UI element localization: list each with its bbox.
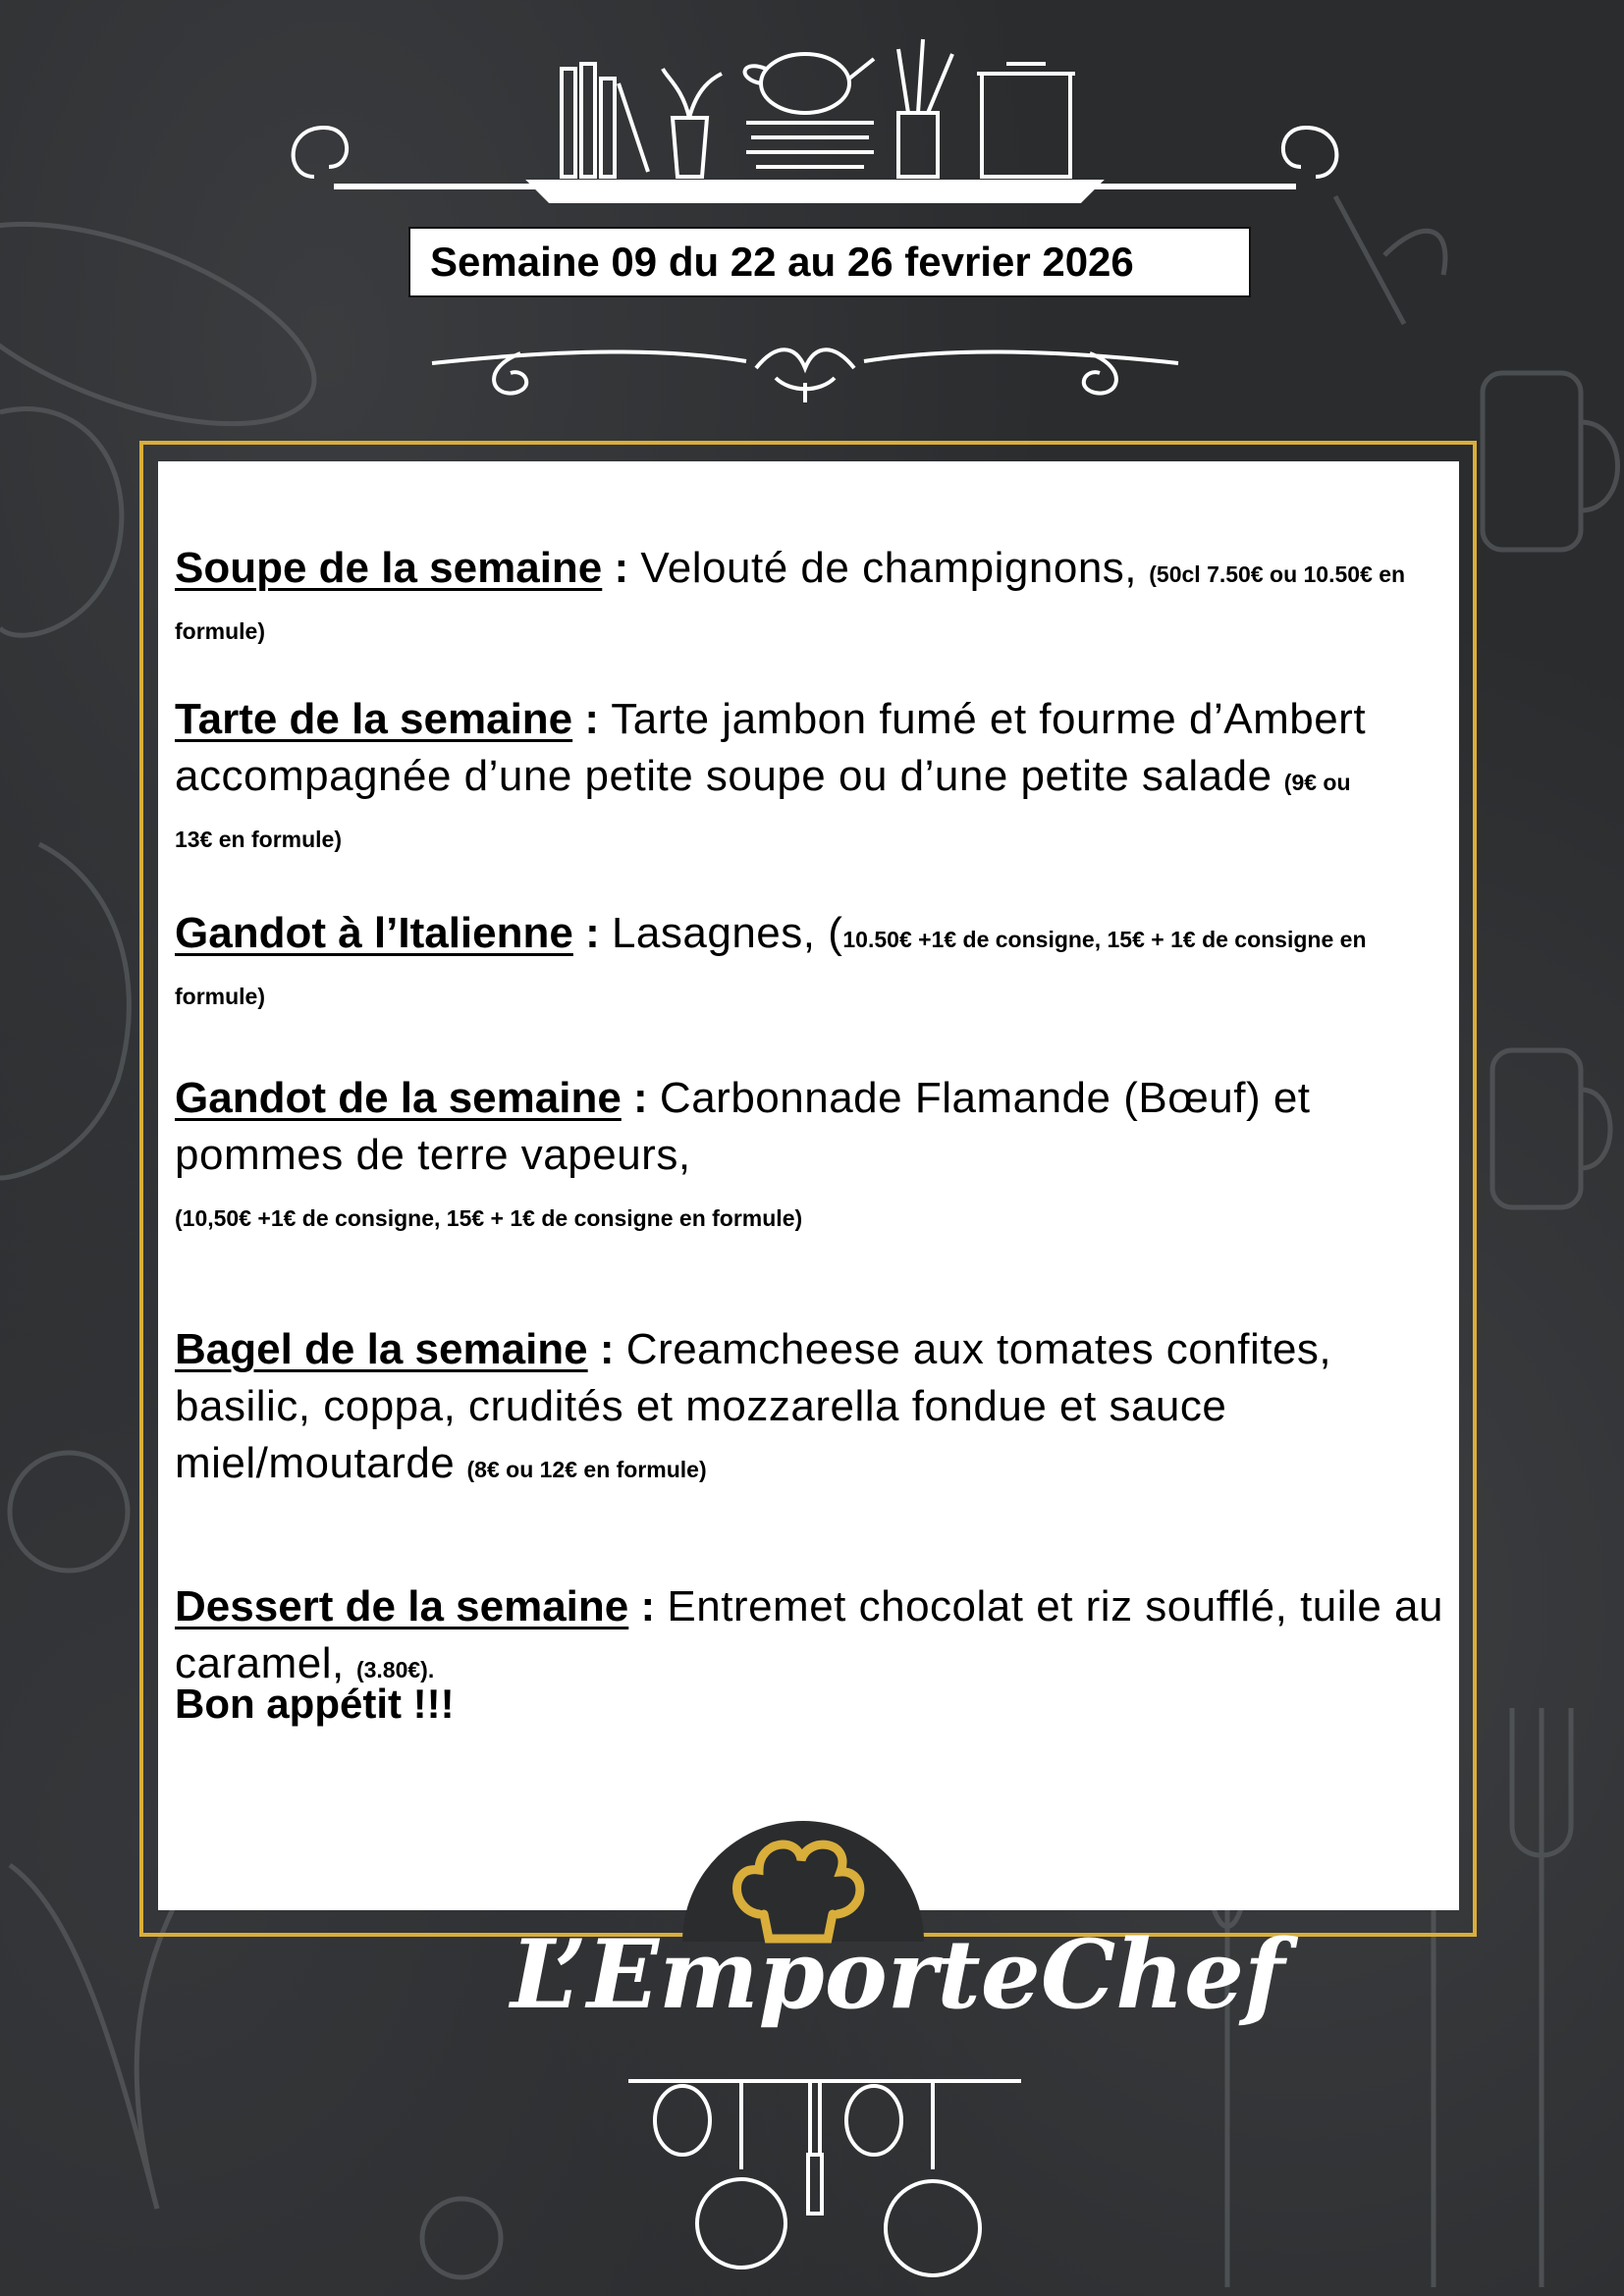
menu-item-description: Entremet chocolat et riz soufflé, tuile au caramel, — [175, 1582, 1443, 1687]
menu-item-description: Lasagnes, ( — [611, 909, 843, 957]
menu-item-label: Dessert de la semaine — [175, 1582, 629, 1630]
menu-item-gandot-italienne: Gandot à l’Italienne : Lasagnes, (10.50€ +1€ de consigne, 15€ + 1€ de consigne en formule) — [175, 909, 1367, 1009]
menu-item-description: Velouté de champignons, — [640, 544, 1138, 592]
menu-item-soupe: Soupe de la semaine : Velouté de champignons, (50cl 7.50€ ou 10.50€ en formule) — [175, 544, 1406, 644]
menu-item-price: 10.50€ +1€ de consigne, 15€ + 1€ de consigne en formule) — [175, 927, 1367, 1009]
menu-item-description: Carbonnade Flamande (Bœuf) et pommes de terre vapeurs, — [175, 1074, 1311, 1179]
cookware-rack-illustration — [619, 2061, 1031, 2287]
week-title: Semaine 09 du 22 au 26 fevrier 2026 — [430, 239, 1134, 285]
menu-item-tarte: Tarte de la semaine : Tarte jambon fumé et fourme d’Ambert accompagnée d’une petite soupe ou d’une petite salade (9€ ou 13€ en formule) — [175, 695, 1367, 852]
menu-item-label: Gandot à l’Italienne — [175, 909, 573, 957]
closing-text: Bon appétit !!! — [175, 1681, 455, 1727]
menu-item-label: Gandot de la semaine — [175, 1074, 622, 1122]
menu-item-description: Creamcheese aux tomates confites, basilic, coppa, crudités et mozzarella fondue et sauce miel/moutarde — [175, 1325, 1332, 1487]
menu-item-description: Tarte jambon fumé et fourme d’Ambert accompagnée d’une petite soupe ou d’une petite salade — [175, 695, 1367, 800]
menu-item-label: Tarte de la semaine — [175, 695, 573, 743]
menu-item-bagel: Bagel de la semaine : Creamcheese aux tomates confites, basilic, coppa, crudités et mozzarella fondue et sauce miel/moutarde (8€ ou 12€ en formule) — [175, 1325, 1332, 1487]
menu-list — [175, 540, 1451, 1692]
logo-text: L’EmporteChef — [511, 1919, 1285, 2030]
menu-item-label: Bagel de la semaine — [175, 1325, 588, 1373]
menu-item-price: (50cl 7.50€ ou 10.50€ en formule) — [175, 561, 1406, 644]
menu-item-label: Soupe de la semaine — [175, 544, 603, 592]
menu-item-gandot-semaine: Gandot de la semaine : Carbonnade Flamande (Bœuf) et pommes de terre vapeurs, (10,50€ +1€ de consigne, 15€ + 1€ de consigne en formule) — [175, 1074, 1311, 1231]
menu-item-price: (8€ ou 12€ en formule) — [466, 1457, 707, 1482]
menu-item-price: (9€ ou 13€ en formule) — [175, 770, 1351, 852]
menu-item-dessert: Dessert de la semaine : Entremet chocolat et riz soufflé, tuile au caramel, (3.80€). — [175, 1582, 1443, 1687]
menu-item-price: (3.80€). — [355, 1657, 435, 1682]
menu-item-price: (10,50€ +1€ de consigne, 15€ + 1€ de consigne en formule) — [175, 1205, 803, 1231]
